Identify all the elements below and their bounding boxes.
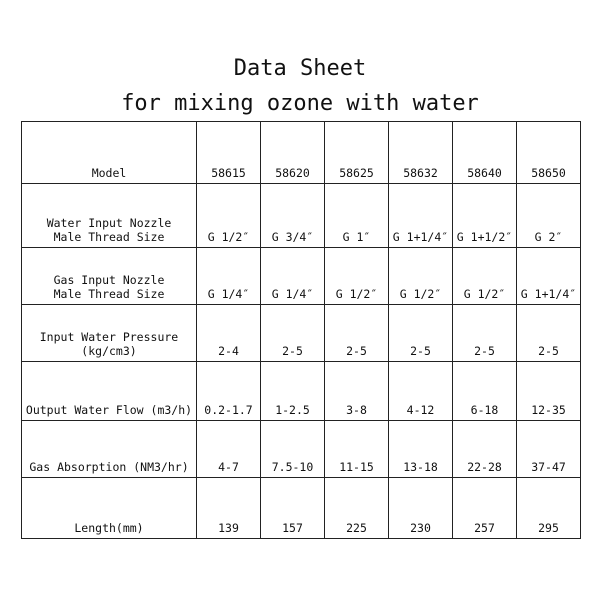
table-cell: G 1/4″ xyxy=(261,248,325,305)
row-label-line: Male Thread Size xyxy=(53,287,165,301)
table-cell: G 2″ xyxy=(517,184,581,248)
table-cell: 2-5 xyxy=(389,305,453,362)
sheet-subtitle: for mixing ozone with water xyxy=(121,91,479,116)
table-row xyxy=(22,478,581,539)
row-label-line: Gas Absorption (NM3/hr) xyxy=(29,460,189,474)
table-cell: G 1/2″ xyxy=(453,248,517,305)
table-cell: G 1/2″ xyxy=(389,248,453,305)
sheet-title: Data Sheet xyxy=(233,56,367,81)
table-cell: 2-5 xyxy=(453,305,517,362)
table-cell: G 1+1/4″ xyxy=(517,248,581,305)
table-cell: G 1/2″ xyxy=(197,184,261,248)
table-cell: 1-2.5 xyxy=(261,362,325,421)
row-label-line: Water Input Nozzle xyxy=(46,216,172,230)
row-label-cell xyxy=(22,478,197,539)
header-row xyxy=(22,122,581,184)
table-row xyxy=(22,184,581,248)
table-cell: 157 xyxy=(261,478,325,539)
table-cell: 2-4 xyxy=(197,305,261,362)
table-cell: G 3/4″ xyxy=(261,184,325,248)
row-label-cell xyxy=(22,248,197,305)
row-label-line: Output Water Flow (m3/h) xyxy=(25,403,193,417)
table-cell: 225 xyxy=(325,478,389,539)
model-header-cell: 58625 xyxy=(325,122,389,184)
table-cell: G 1/2″ xyxy=(325,248,389,305)
table-cell: 0.2-1.7 xyxy=(197,362,261,421)
table-cell: 12-35 xyxy=(517,362,581,421)
table-cell: G 1+1/4″ xyxy=(389,184,453,248)
table-row xyxy=(22,421,581,478)
table-cell: 4-7 xyxy=(197,421,261,478)
model-header-cell: 58632 xyxy=(389,122,453,184)
table-row xyxy=(22,248,581,305)
model-header-cell: 58615 xyxy=(197,122,261,184)
table-cell: G 1+1/2″ xyxy=(453,184,517,248)
table-row xyxy=(22,362,581,421)
row-label-cell xyxy=(22,362,197,421)
row-label-cell xyxy=(22,305,197,362)
table-cell: 7.5-10 xyxy=(261,421,325,478)
model-header-cell: 58620 xyxy=(261,122,325,184)
table-cell: G 1/4″ xyxy=(197,248,261,305)
model-header-cell: 58650 xyxy=(517,122,581,184)
table-cell: 37-47 xyxy=(517,421,581,478)
row-label-line: Gas Input Nozzle xyxy=(53,273,165,287)
model-header-cell: 58640 xyxy=(453,122,517,184)
row-label-line: Input Water Pressure xyxy=(39,330,179,344)
table-cell: 2-5 xyxy=(261,305,325,362)
row-label-line: (kg/cm3) xyxy=(81,344,137,358)
table-cell: G 1″ xyxy=(325,184,389,248)
table-cell: 13-18 xyxy=(389,421,453,478)
table-cell: 11-15 xyxy=(325,421,389,478)
table-cell: 3-8 xyxy=(325,362,389,421)
row-label-cell xyxy=(22,421,197,478)
table-cell: 22-28 xyxy=(453,421,517,478)
table-cell: 2-5 xyxy=(325,305,389,362)
table-cell: 257 xyxy=(453,478,517,539)
table-row xyxy=(22,305,581,362)
table-cell: 2-5 xyxy=(517,305,581,362)
table-cell: 230 xyxy=(389,478,453,539)
table-cell: 139 xyxy=(197,478,261,539)
row-label-line: Male Thread Size xyxy=(53,230,165,244)
header-label-cell: Model xyxy=(22,122,197,184)
table-cell: 6-18 xyxy=(453,362,517,421)
row-label-cell xyxy=(22,184,197,248)
row-label-line: Length(mm) xyxy=(74,521,144,535)
table-cell: 4-12 xyxy=(389,362,453,421)
table-cell: 295 xyxy=(517,478,581,539)
data-sheet-table xyxy=(21,121,581,539)
